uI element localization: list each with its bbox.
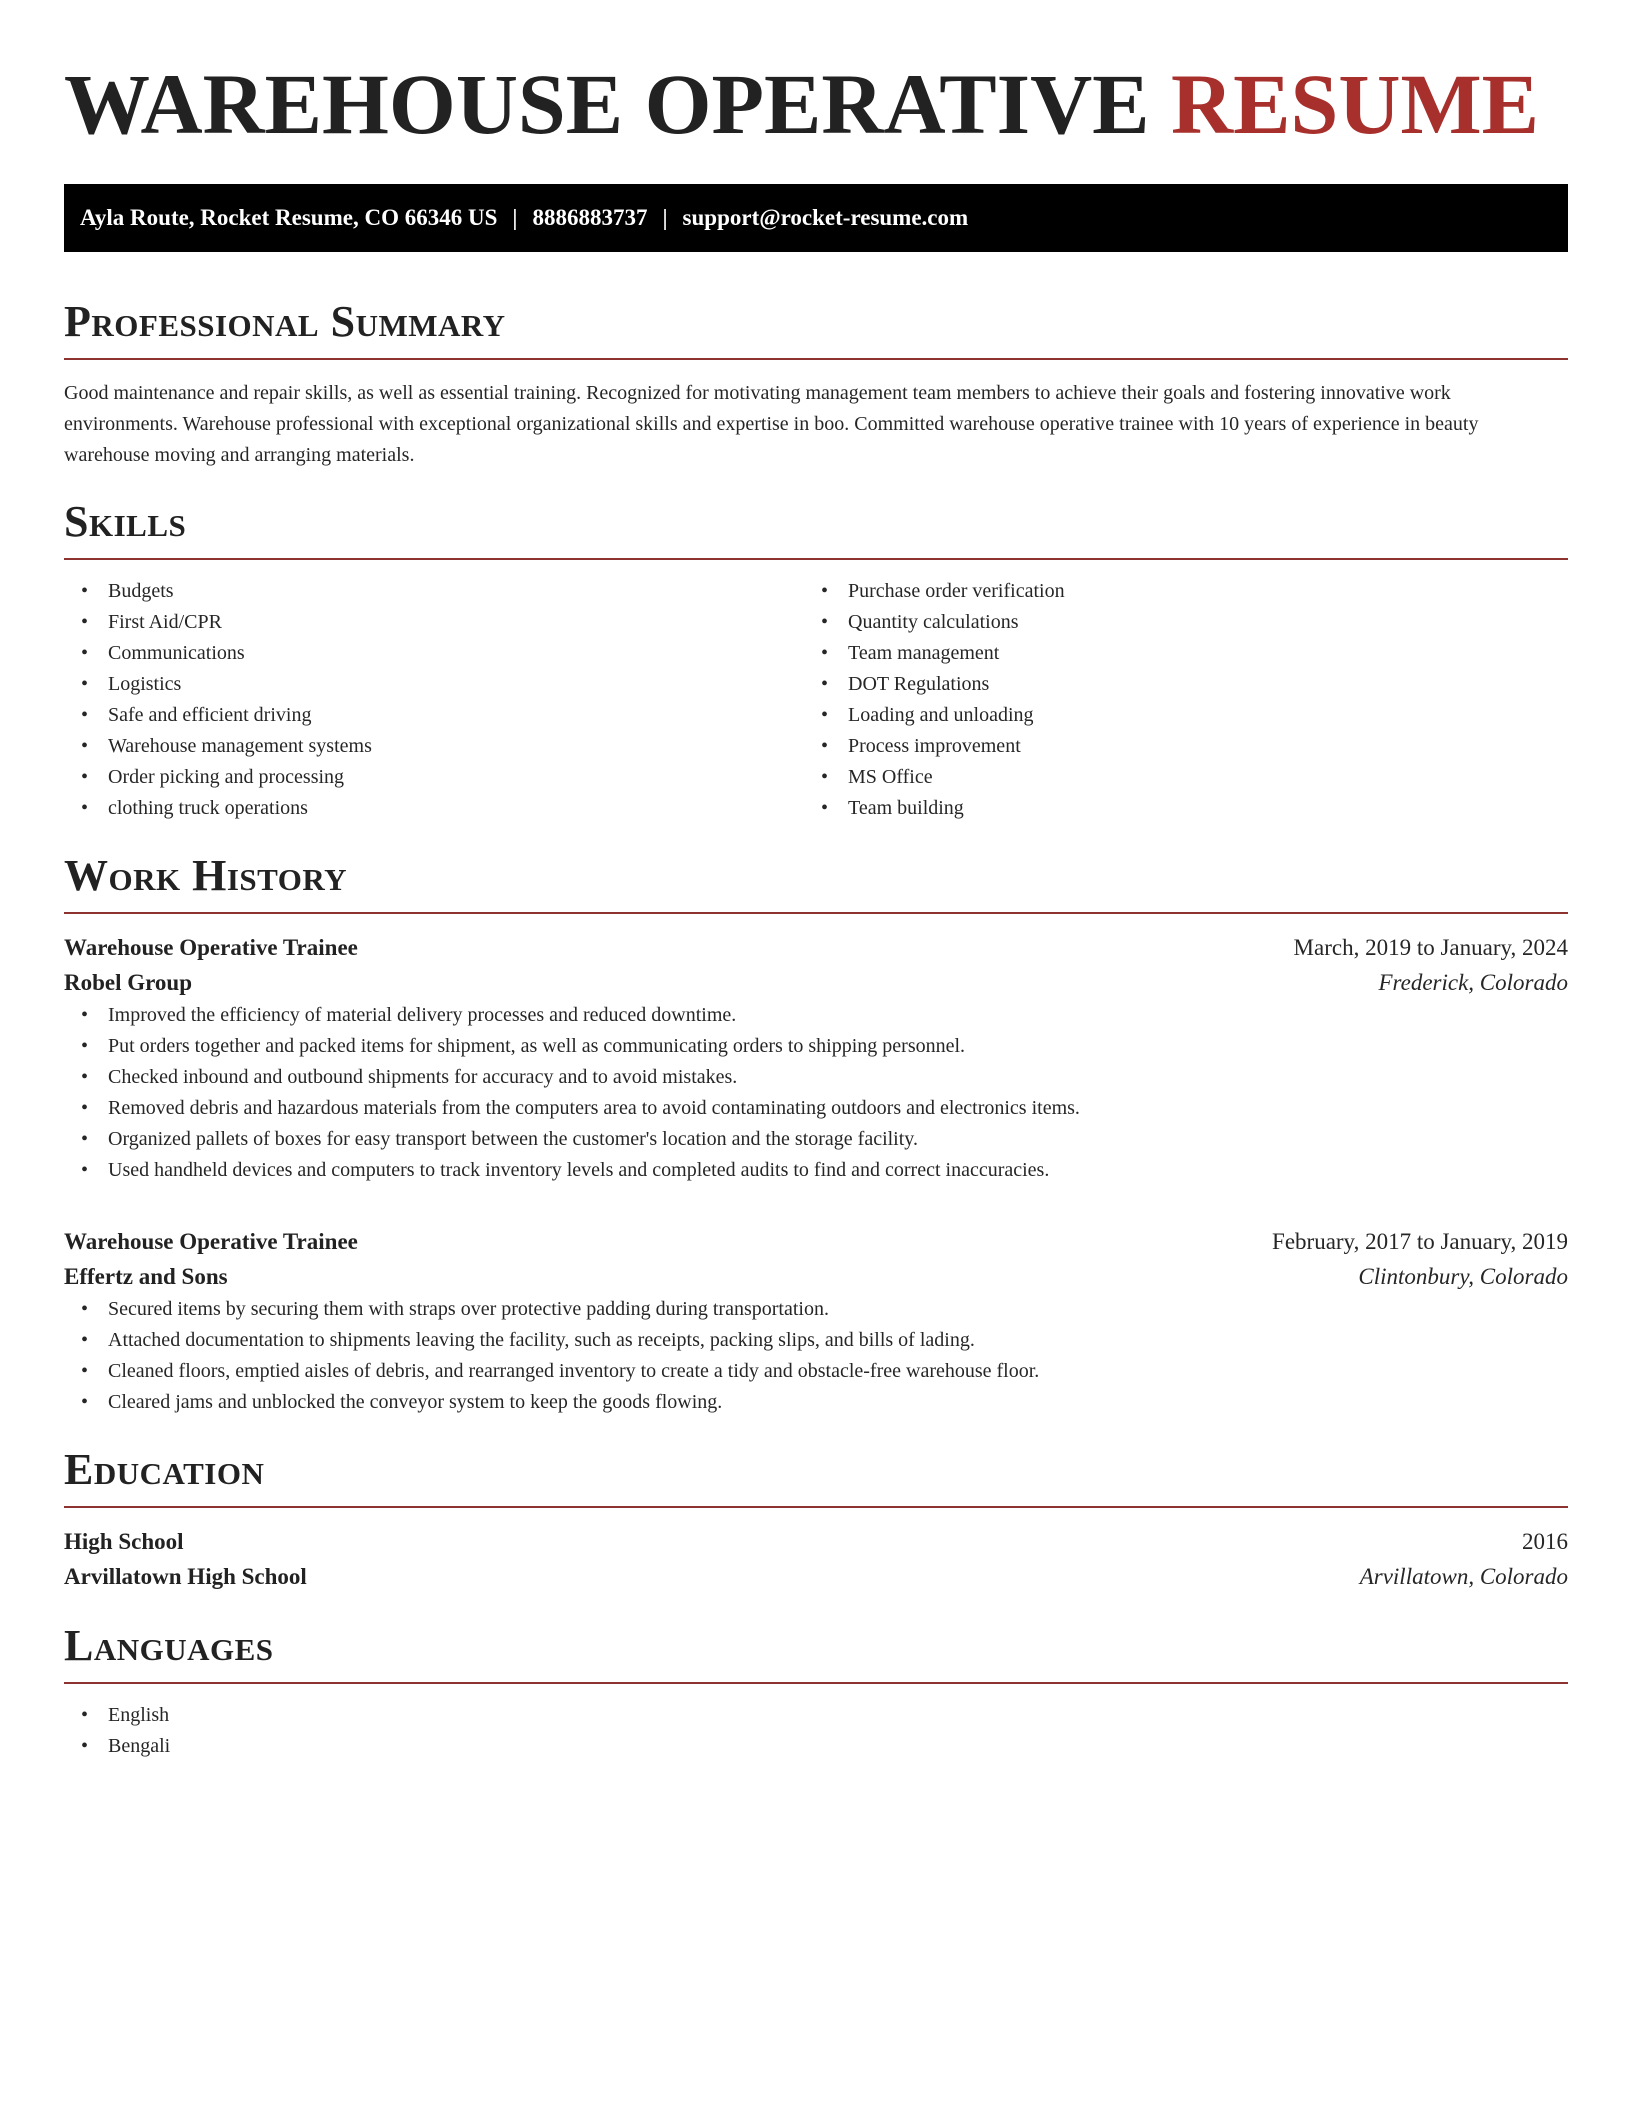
- languages-list: [64, 1700, 1568, 1762]
- job-header-row: [64, 930, 1568, 965]
- education-heading: Education: [64, 1445, 265, 1494]
- contact-separator: |: [662, 205, 668, 230]
- skill-item: • Logistics: [81, 673, 182, 695]
- skill-item: • Process improvement: [821, 735, 1021, 757]
- summary-text: Good maintenance and repair skills, as well as essential training. Recognized for motivating management team members to achieve their goals and fostering innovative work environments. Warehouse professional with exceptional organizational skills and expertise in boo. Committed warehouse operative trainee with 10 years of experience in beauty warehouse moving and arranging materials.: [64, 382, 1479, 466]
- job-header-row: [64, 1224, 1568, 1259]
- skill-item: • Purchase order verification: [821, 580, 1065, 602]
- skill-item: • First Aid/CPR: [81, 611, 222, 633]
- job-bullet: • Organized pallets of boxes for easy transport between the customer's location and the storage facility.: [81, 1128, 918, 1150]
- job-bullet: • Removed debris and hazardous materials from the computers area to avoid contaminating outdoors and electronics items.: [81, 1097, 1080, 1119]
- contact-bar: [64, 184, 1568, 252]
- skills-section: [64, 496, 1568, 824]
- work-section: [64, 850, 1568, 1418]
- section-divider: [64, 358, 1568, 360]
- education-entry: [64, 1524, 1568, 1594]
- summary-section: [64, 296, 1568, 471]
- skills-heading: Skills: [64, 497, 187, 546]
- skill-item: • Order picking and processing: [81, 766, 345, 788]
- section-divider: [64, 912, 1568, 914]
- job-company: Effertz and Sons: [64, 1264, 228, 1289]
- contact-address: Ayla Route, Rocket Resume, CO 66346 US: [80, 205, 498, 230]
- work-heading: Work History: [64, 851, 348, 900]
- language-item: • English: [81, 1704, 170, 1726]
- summary-heading: Professional Summary: [64, 297, 506, 346]
- job-bullet: • Attached documentation to shipments leaving the facility, such as receipts, packing slips, and bills of lading.: [81, 1329, 975, 1351]
- education-degree: High School: [64, 1529, 184, 1554]
- section-divider: [64, 1506, 1568, 1508]
- education-school: Arvillatown High School: [64, 1564, 307, 1589]
- skill-item: • DOT Regulations: [821, 673, 990, 695]
- job-entry: [64, 930, 1568, 1186]
- languages-section: [64, 1620, 1568, 1762]
- skill-item: • Warehouse management systems: [81, 735, 372, 757]
- job-company-row: [64, 1259, 1568, 1294]
- skill-item: • clothing truck operations: [81, 797, 308, 819]
- job-bullet: • Improved the efficiency of material delivery processes and reduced downtime.: [81, 1004, 737, 1026]
- section-divider: [64, 558, 1568, 560]
- education-header-row: [64, 1524, 1568, 1559]
- job-bullet: • Checked inbound and outbound shipments for accuracy and to avoid mistakes.: [81, 1066, 738, 1088]
- skill-item: • Team management: [821, 642, 1000, 664]
- job-bullet: • Cleaned floors, emptied aisles of debris, and rearranged inventory to create a tidy and obstacle-free warehouse floor.: [81, 1360, 1040, 1382]
- skill-item: • Loading and unloading: [821, 704, 1034, 726]
- job-bullet: • Secured items by securing them with straps over protective padding during transportation.: [81, 1298, 829, 1320]
- job-dates: March, 2019 to January, 2024: [1293, 935, 1568, 960]
- education-section: [64, 1444, 1568, 1594]
- title-main: WAREHOUSE OPERATIVE: [64, 56, 1150, 152]
- contact-separator: |: [512, 205, 518, 230]
- skills-list-right: [804, 576, 1544, 824]
- job-company: Robel Group: [64, 970, 193, 995]
- job-location: Clintonbury, Colorado: [1358, 1264, 1568, 1289]
- job-title: Warehouse Operative Trainee: [64, 935, 358, 960]
- job-bullet: • Put orders together and packed items for shipment, as well as communicating orders to shipping personnel.: [81, 1035, 966, 1057]
- contact-phone: 8886883737: [532, 205, 648, 230]
- job-bullet: • Cleared jams and unblocked the conveyor system to keep the goods flowing.: [81, 1391, 723, 1413]
- education-school-row: [64, 1559, 1568, 1594]
- languages-heading: Languages: [64, 1621, 274, 1670]
- title-accent: RESUME: [1171, 56, 1539, 152]
- section-divider: [64, 1682, 1568, 1684]
- resume-title: [64, 54, 1568, 154]
- contact-email: support@rocket-resume.com: [682, 205, 969, 230]
- skill-item: • MS Office: [821, 766, 933, 788]
- skills-grid: [64, 576, 1568, 824]
- job-entry: [64, 1224, 1568, 1418]
- skill-item: • Team building: [821, 797, 964, 819]
- language-item: • Bengali: [81, 1735, 171, 1757]
- skills-list-left: [64, 576, 804, 824]
- education-location: Arvillatown, Colorado: [1359, 1564, 1568, 1589]
- job-title: Warehouse Operative Trainee: [64, 1229, 358, 1254]
- job-bullet: • Used handheld devices and computers to track inventory levels and completed audits to find and correct inaccuracies.: [81, 1159, 1050, 1181]
- job-company-row: [64, 965, 1568, 1000]
- skill-item: • Quantity calculations: [821, 611, 1019, 633]
- skill-item: • Budgets: [81, 580, 174, 602]
- job-bullet-list: [64, 1000, 1568, 1186]
- job-dates: February, 2017 to January, 2019: [1272, 1229, 1568, 1254]
- education-year: 2016: [1522, 1529, 1568, 1554]
- job-bullet-list: [64, 1294, 1568, 1418]
- skill-item: • Safe and efficient driving: [81, 704, 312, 726]
- job-location: Frederick, Colorado: [1378, 970, 1568, 995]
- skill-item: • Communications: [81, 642, 245, 664]
